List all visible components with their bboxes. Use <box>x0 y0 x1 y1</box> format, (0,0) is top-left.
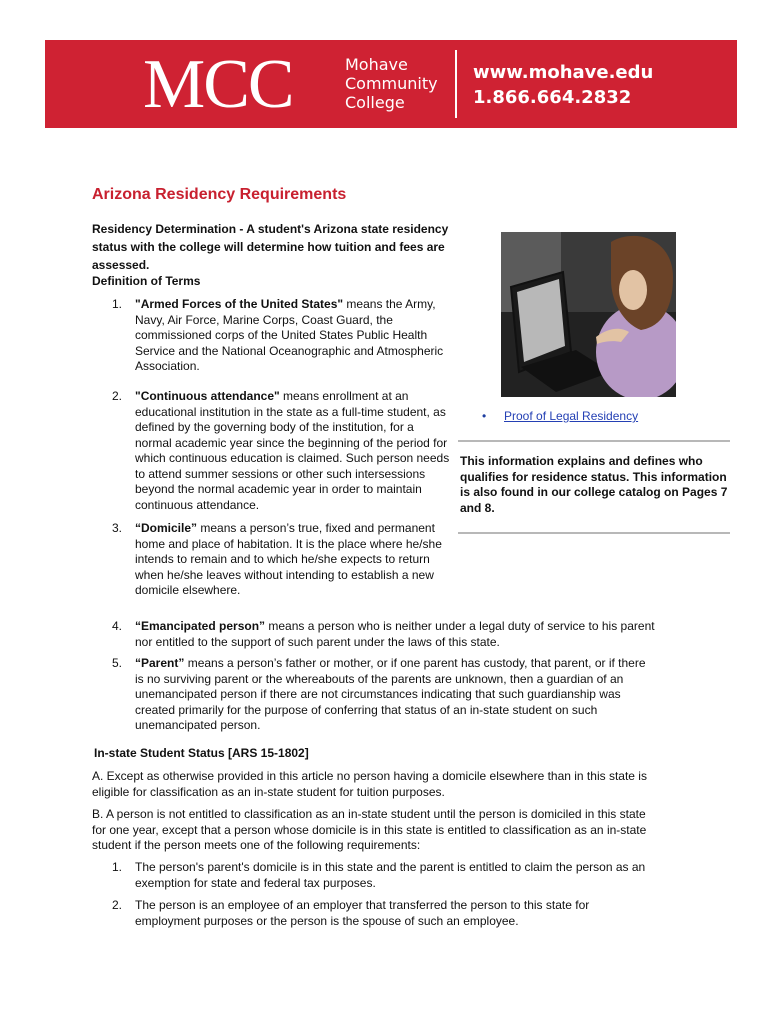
intro-paragraph: Residency Determination - A student's Arizona state residency status with the college will determine how tuition and fees are assessed. <box>92 222 449 272</box>
definition-text: means a person’s true, fixed and permanent home and place of habitation. It is the place where he/she intends to remain and to which he/she expects to return when he/she leaves without intending to establish a new domicile elsewhere. <box>135 521 442 597</box>
definition-term: “Parent” <box>135 656 185 670</box>
proof-of-legal-residency-link[interactable]: Proof of Legal Residency <box>504 409 639 423</box>
item-number: 2. <box>112 389 123 403</box>
website-text: www.mohave.edu <box>473 62 654 83</box>
paragraph-b: B. A person is not entitled to classification as an in-state student until the person is domiciled in this state for one year, except that a person whose domicile is in this state is entitled to classification as an in-state student if the person meets one of the following requirements: <box>92 807 647 852</box>
item-number: 5. <box>112 656 123 670</box>
college-name-line: College <box>345 93 405 112</box>
item-number: 4. <box>112 619 123 633</box>
item-number: 1. <box>112 297 123 311</box>
item-number: 3. <box>112 521 123 535</box>
definition-body <box>135 656 655 734</box>
definition-body <box>135 619 655 650</box>
definition-term: "Armed Forces of the United States" <box>135 297 344 311</box>
item-number: 2. <box>112 898 123 912</box>
college-name <box>345 55 438 112</box>
definition-body <box>135 521 453 599</box>
student-computer-illustration <box>501 232 676 397</box>
paragraph-a: A. Except as otherwise provided in this article no person having a domicile elsewhere than in this state is eligible for classification as an in-state student for tuition purposes. <box>92 769 647 799</box>
college-name-line: Community <box>345 74 438 93</box>
definition-text: means a person’s father or mother, or if one parent has custody, that parent, or if there is no surviving parent or the whereabouts of the parents are unknown, then a guardian of an unemancipated person if there are not circumstances indicating that such guardianship was created primarily for the purpose of conferring that status of an in-state student on such unemancipated person. <box>135 656 646 732</box>
college-banner <box>45 40 737 128</box>
definition-text: means a person who is neither under a legal duty of service to his parent nor entitled to the support of such parent under the laws of this state. <box>135 619 655 649</box>
definition-term: "Continuous attendance" <box>135 389 280 403</box>
sidebar-divider <box>458 532 730 534</box>
definitions-heading: Definition of Terms <box>92 274 201 288</box>
banner-contact <box>473 60 653 110</box>
definition-term: “Emancipated person” <box>135 619 266 633</box>
definition-text: means the Army, Navy, Air Force, Marine Corps, Coast Guard, the commissioned corps of the United States Public Health Service and the National Oceanographic and Atmospheric Association. <box>135 297 444 373</box>
student-computer-photo <box>501 232 676 397</box>
phone-text: 1.866.664.2832 <box>473 87 632 108</box>
bullet-icon: • <box>482 409 487 423</box>
banner-divider <box>455 50 457 118</box>
requirement-text: The person's parent's domicile is in this state and the parent is entitled to claim the person as an exemption for state and federal tax purposes. <box>135 860 646 890</box>
page-title: Arizona Residency Requirements <box>92 186 347 203</box>
definition-text: means enrollment at an educational institution in the state as a full-time student, as defined by the governing body of the institution, for a normal academic year since the beginning of the period for which continuous education is claimed. Such person needs to attend summer sessions or other such intersessions beyond the normal academic year in order to maintain continuous attendance. <box>135 389 450 512</box>
item-number: 1. <box>112 860 123 874</box>
college-name-line: Mohave <box>345 55 408 74</box>
requirement-text: The person is an employee of an employer that transferred the person to this state for employment purposes or the person is the spouse of such an employee. <box>135 898 590 928</box>
mcc-logo: MCC <box>143 46 293 123</box>
sidebar-note: This information explains and defines who qualifies for residence status. This information is also found in our college catalog on Pages 7 and 8. <box>460 454 728 515</box>
definition-body <box>135 389 453 513</box>
definition-term: “Domicile” <box>135 521 198 535</box>
sidebar-divider <box>458 440 730 442</box>
definition-body <box>135 297 445 375</box>
instate-heading: In-state Student Status [ARS 15-1802] <box>94 746 309 760</box>
